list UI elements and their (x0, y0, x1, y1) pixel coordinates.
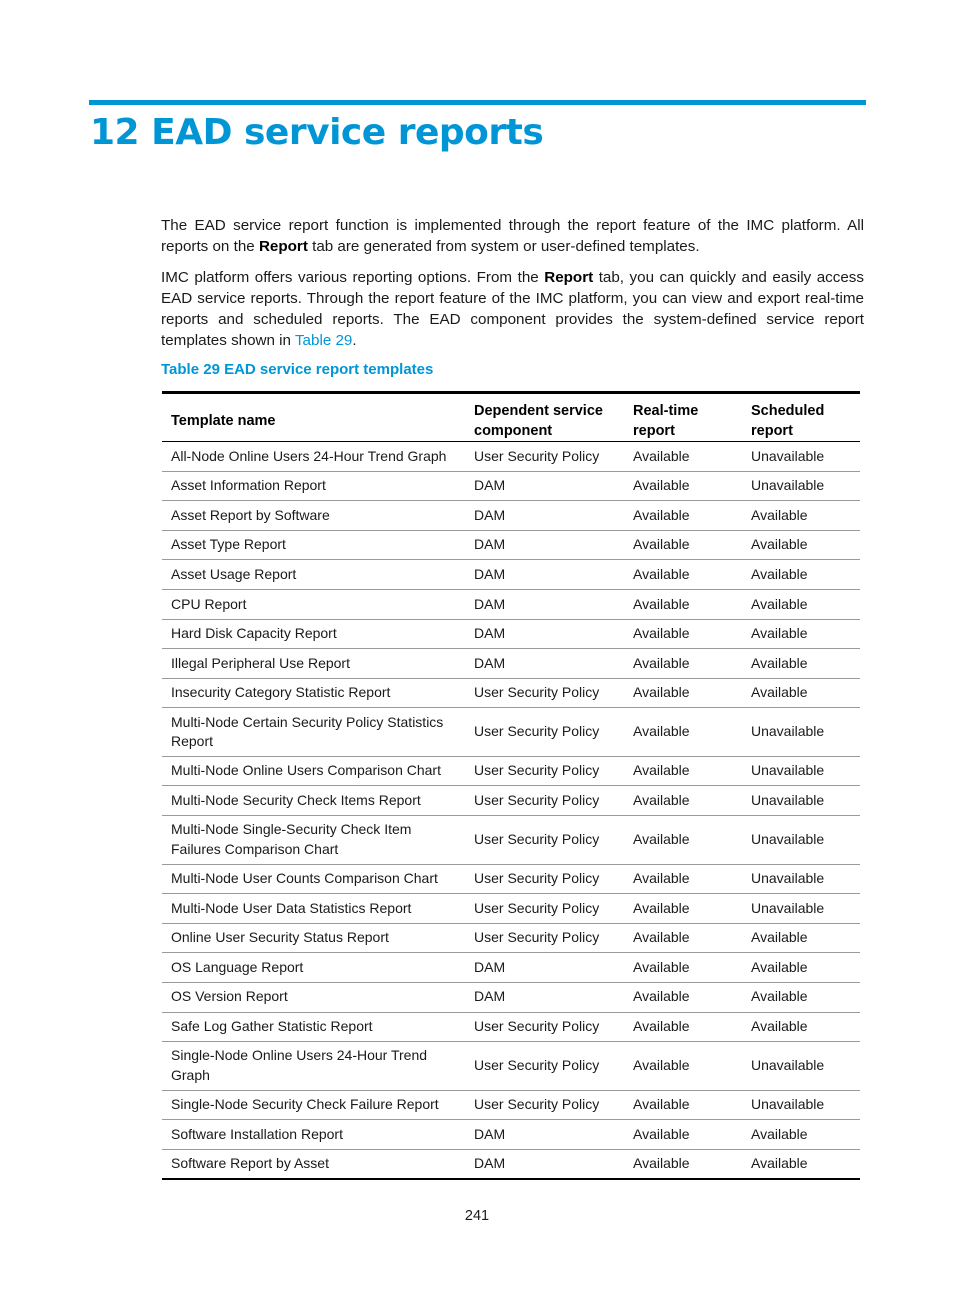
scheduled-cell: Available (742, 501, 860, 531)
scheduled-cell: Available (751, 1155, 808, 1172)
scheduled-cell: Unavailable (742, 756, 860, 786)
header-scheduled-report: Scheduled report (742, 393, 860, 442)
component-cell: User Security Policy (465, 1090, 624, 1120)
options-text-c: tab, you can quickly and easily access EAD service reports. Through the report feature of the IMC platform, you can view and export real-time reports and scheduled reports. The EAD component provides the system-defined service report templates shown in (161, 269, 864, 349)
table-row (162, 1042, 860, 1091)
template-name-cell: Safe Log Gather Statistic Report (162, 1012, 465, 1042)
table-body (162, 442, 860, 1180)
report-tab-term: Report (544, 269, 594, 286)
scheduled-cell: Available (742, 1012, 860, 1042)
table-row (162, 923, 860, 953)
table-row (162, 649, 860, 679)
component-cell: DAM (465, 953, 624, 983)
template-name-cell: CPU Report (162, 589, 465, 619)
real-time-cell: Available (624, 816, 742, 865)
real-time-cell: Available (624, 982, 742, 1012)
template-name-cell: Insecurity Category Statistic Report (162, 678, 465, 708)
real-time-cell: Available (624, 649, 742, 679)
component-cell: DAM (465, 649, 624, 679)
template-name-cell: OS Version Report (162, 982, 465, 1012)
real-time-cell: Available (624, 1120, 742, 1150)
table-row (162, 816, 860, 865)
scheduled-cell: Available (742, 649, 860, 679)
table-row (162, 708, 860, 757)
template-name-cell: Illegal Peripheral Use Report (162, 649, 465, 679)
real-time-cell: Available (624, 1042, 742, 1091)
template-name-cell: Multi-Node Security Check Items Report (162, 786, 465, 816)
component-cell: DAM (465, 501, 624, 531)
template-name-cell: Asset Type Report (162, 530, 465, 560)
component-cell: User Security Policy (465, 1012, 624, 1042)
scheduled-cell: Unavailable (742, 442, 860, 472)
component-cell: DAM (465, 619, 624, 649)
real-time-cell: Available (624, 894, 742, 924)
intro-paragraph (161, 215, 864, 257)
intro-text-a: The EAD service report function is implemented through the report feature of the IMC platform. All reports on the (161, 217, 864, 255)
table-row (162, 982, 860, 1012)
scheduled-cell: Unavailable (742, 471, 860, 501)
table-row (162, 786, 860, 816)
real-time-cell: Available (624, 786, 742, 816)
template-name-cell: Single-Node Security Check Failure Report (162, 1090, 465, 1120)
component-cell: DAM (465, 530, 624, 560)
template-name-cell: Multi-Node Online Users Comparison Chart (162, 756, 465, 786)
options-text-d: . (352, 332, 357, 349)
component-cell: User Security Policy (465, 894, 624, 924)
real-time-cell: Available (624, 1090, 742, 1120)
real-time-cell: Available (624, 501, 742, 531)
table-row (162, 442, 860, 472)
intro-text-c: tab are generated from system or user-defined templates. (307, 238, 700, 255)
real-time-cell: Available (624, 442, 742, 472)
real-time-cell: Available (624, 756, 742, 786)
real-time-cell: Available (624, 619, 742, 649)
table-row (162, 560, 860, 590)
component-cell: User Security Policy (465, 816, 624, 865)
table-29-link[interactable]: Table 29 (294, 332, 353, 349)
scheduled-cell: Unavailable (742, 1090, 860, 1120)
scheduled-cell: Available (742, 982, 860, 1012)
chapter-title-rule (89, 100, 866, 105)
component-cell: User Security Policy (465, 442, 624, 472)
scheduled-cell: Available (742, 923, 860, 953)
table-row (162, 678, 860, 708)
header-real-time-report: Real-time report (624, 393, 742, 442)
scheduled-cell: Available (742, 1120, 860, 1150)
template-name-cell: OS Language Report (162, 953, 465, 983)
scheduled-cell: Unavailable (742, 816, 860, 865)
template-name-cell: Asset Usage Report (162, 560, 465, 590)
header-template-name: Template name (162, 393, 465, 442)
template-name-cell: Hard Disk Capacity Report (162, 619, 465, 649)
template-name-cell: Online User Security Status Report (162, 923, 465, 953)
table-row (162, 619, 860, 649)
table-row (162, 756, 860, 786)
table-row (162, 1149, 860, 1179)
component-cell: User Security Policy (465, 756, 624, 786)
real-time-cell: Available (624, 864, 742, 894)
real-time-cell: Available (624, 560, 742, 590)
table-row (162, 1090, 860, 1120)
template-name-cell: Asset Information Report (162, 471, 465, 501)
template-name-cell: Multi-Node Single-Security Check Item Failures Comparison Chart (162, 816, 465, 865)
real-time-cell: Available (624, 589, 742, 619)
real-time-cell: Available (624, 708, 742, 757)
scheduled-cell: Available (742, 619, 860, 649)
real-time-cell: Available (624, 530, 742, 560)
table-row (162, 894, 860, 924)
scheduled-cell: Available (742, 953, 860, 983)
options-text-a: IMC platform offers various reporting options. From the (161, 269, 545, 286)
table-caption: Table 29 EAD service report templates (161, 361, 434, 378)
report-tab-term: Report (258, 238, 308, 255)
report-templates-table (162, 391, 860, 1180)
table-row (162, 1012, 860, 1042)
page-number: 241 (464, 1208, 490, 1224)
real-time-cell: Available (624, 953, 742, 983)
component-cell: DAM (465, 589, 624, 619)
template-name-cell: Multi-Node User Counts Comparison Chart (162, 864, 465, 894)
template-name-cell: Multi-Node User Data Statistics Report (162, 894, 465, 924)
component-cell: DAM (474, 1155, 506, 1172)
table-row (162, 953, 860, 983)
table-row (162, 471, 860, 501)
component-cell: User Security Policy (465, 1042, 624, 1091)
chapter-title: 12 EAD service reports (90, 112, 544, 153)
table-header-row (162, 393, 860, 442)
header-dependent-component: Dependent service component (465, 393, 624, 442)
real-time-cell: Available (624, 471, 742, 501)
template-name-cell: All-Node Online Users 24-Hour Trend Graph (162, 442, 465, 472)
real-time-cell: Available (624, 1012, 742, 1042)
component-cell: User Security Policy (465, 786, 624, 816)
scheduled-cell: Available (742, 530, 860, 560)
component-cell: DAM (465, 471, 624, 501)
real-time-cell: Available (624, 678, 742, 708)
table-row (162, 501, 860, 531)
scheduled-cell: Available (742, 589, 860, 619)
table-row (162, 530, 860, 560)
component-cell: User Security Policy (465, 864, 624, 894)
component-cell: DAM (465, 982, 624, 1012)
table-row (162, 1120, 860, 1150)
scheduled-cell: Unavailable (742, 864, 860, 894)
scheduled-cell: Unavailable (742, 894, 860, 924)
scheduled-cell: Unavailable (742, 1042, 860, 1091)
real-time-cell: Available (633, 1155, 690, 1172)
scheduled-cell: Available (742, 678, 860, 708)
real-time-cell: Available (624, 923, 742, 953)
component-cell: DAM (465, 560, 624, 590)
template-name-cell: Software Installation Report (162, 1120, 465, 1150)
template-name-cell: Software Report by Asset (171, 1155, 329, 1172)
template-name-cell: Asset Report by Software (162, 501, 465, 531)
component-cell: DAM (465, 1120, 624, 1150)
component-cell: User Security Policy (465, 708, 624, 757)
table-row (162, 864, 860, 894)
scheduled-cell: Available (742, 560, 860, 590)
component-cell: User Security Policy (465, 923, 624, 953)
scheduled-cell: Unavailable (742, 708, 860, 757)
component-cell: User Security Policy (465, 678, 624, 708)
template-name-cell: Single-Node Online Users 24-Hour Trend Graph (162, 1042, 465, 1091)
options-paragraph (161, 267, 864, 351)
template-name-cell: Multi-Node Certain Security Policy Statistics Report (162, 708, 465, 757)
table-row (162, 589, 860, 619)
scheduled-cell: Unavailable (742, 786, 860, 816)
